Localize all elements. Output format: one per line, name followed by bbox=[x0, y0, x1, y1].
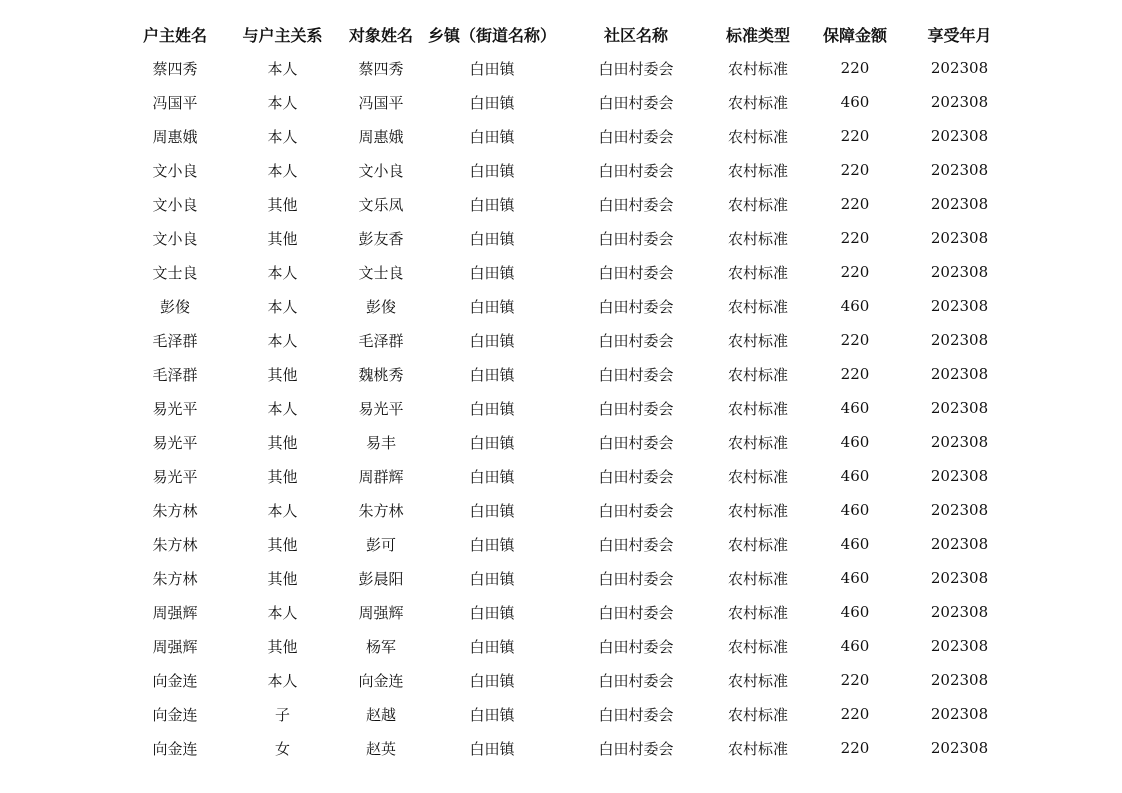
cell-community: 白田村委会 bbox=[598, 127, 674, 146]
table-row bbox=[120, 85, 1010, 119]
cell-household-head: 蔡四秀 bbox=[152, 59, 198, 78]
cell-standard-type: 农村标准 bbox=[727, 569, 788, 588]
table-row bbox=[120, 289, 1010, 323]
table-header bbox=[120, 17, 1010, 51]
cell-relationship: 本人 bbox=[267, 93, 298, 112]
cell-year-month: 202308 bbox=[930, 433, 989, 451]
table-row bbox=[120, 119, 1010, 153]
cell-household-head: 周惠娥 bbox=[152, 127, 198, 146]
cell-household-head: 毛泽群 bbox=[152, 365, 198, 384]
cell-recipient-name: 赵越 bbox=[365, 705, 396, 724]
cell-amount: 220 bbox=[840, 671, 870, 689]
cell-year-month: 202308 bbox=[930, 127, 989, 145]
cell-year-month: 202308 bbox=[930, 195, 989, 213]
cell-amount: 220 bbox=[840, 195, 870, 213]
cell-relationship: 其他 bbox=[267, 569, 298, 588]
table-row bbox=[120, 255, 1010, 289]
cell-amount: 460 bbox=[840, 569, 870, 587]
cell-household-head: 彭俊 bbox=[159, 297, 190, 316]
cell-standard-type: 农村标准 bbox=[727, 161, 788, 180]
cell-community: 白田村委会 bbox=[598, 501, 674, 520]
cell-year-month: 202308 bbox=[930, 229, 989, 247]
cell-recipient-name: 文乐凤 bbox=[358, 195, 404, 214]
cell-amount: 460 bbox=[840, 603, 870, 621]
cell-community: 白田村委会 bbox=[598, 739, 674, 758]
cell-household-head: 向金连 bbox=[152, 671, 198, 690]
cell-community: 白田村委会 bbox=[598, 195, 674, 214]
cell-township: 白田镇 bbox=[469, 399, 515, 418]
cell-year-month: 202308 bbox=[930, 501, 989, 519]
cell-household-head: 易光平 bbox=[152, 433, 198, 452]
cell-standard-type: 农村标准 bbox=[727, 127, 788, 146]
cell-amount: 460 bbox=[840, 467, 870, 485]
cell-year-month: 202308 bbox=[930, 467, 989, 485]
table-row bbox=[120, 51, 1010, 85]
cell-household-head: 向金连 bbox=[152, 705, 198, 724]
cell-relationship: 其他 bbox=[267, 433, 298, 452]
table-row bbox=[120, 629, 1010, 663]
cell-household-head: 冯国平 bbox=[152, 93, 198, 112]
cell-amount: 220 bbox=[840, 59, 870, 77]
cell-standard-type: 农村标准 bbox=[727, 739, 788, 758]
cell-relationship: 本人 bbox=[267, 59, 298, 78]
table-row bbox=[120, 561, 1010, 595]
cell-household-head: 毛泽群 bbox=[152, 331, 198, 350]
cell-recipient-name: 朱方林 bbox=[358, 501, 404, 520]
cell-township: 白田镇 bbox=[469, 569, 515, 588]
cell-recipient-name: 彭可 bbox=[365, 535, 396, 554]
cell-amount: 460 bbox=[840, 637, 870, 655]
cell-community: 白田村委会 bbox=[598, 467, 674, 486]
header-recipient-name: 对象姓名 bbox=[348, 25, 413, 45]
cell-standard-type: 农村标准 bbox=[727, 535, 788, 554]
cell-recipient-name: 彭晨阳 bbox=[358, 569, 404, 588]
cell-year-month: 202308 bbox=[930, 705, 989, 723]
cell-recipient-name: 彭俊 bbox=[365, 297, 396, 316]
cell-relationship: 本人 bbox=[267, 263, 298, 282]
cell-community: 白田村委会 bbox=[598, 433, 674, 452]
cell-amount: 460 bbox=[840, 399, 870, 417]
beneficiary-table bbox=[120, 17, 1010, 765]
cell-year-month: 202308 bbox=[930, 569, 989, 587]
table-row bbox=[120, 595, 1010, 629]
cell-relationship: 本人 bbox=[267, 297, 298, 316]
cell-standard-type: 农村标准 bbox=[727, 59, 788, 78]
cell-relationship: 其他 bbox=[267, 195, 298, 214]
cell-year-month: 202308 bbox=[930, 93, 989, 111]
cell-recipient-name: 毛泽群 bbox=[358, 331, 404, 350]
header-township: 乡镇（街道名称） bbox=[427, 25, 556, 45]
table-row bbox=[120, 425, 1010, 459]
table-row bbox=[120, 493, 1010, 527]
cell-recipient-name: 周强辉 bbox=[358, 603, 404, 622]
cell-amount: 460 bbox=[840, 93, 870, 111]
cell-community: 白田村委会 bbox=[598, 161, 674, 180]
header-standard-type: 标准类型 bbox=[725, 25, 790, 45]
cell-township: 白田镇 bbox=[469, 501, 515, 520]
cell-household-head: 易光平 bbox=[152, 399, 198, 418]
cell-township: 白田镇 bbox=[469, 467, 515, 486]
cell-township: 白田镇 bbox=[469, 263, 515, 282]
cell-standard-type: 农村标准 bbox=[727, 365, 788, 384]
cell-township: 白田镇 bbox=[469, 127, 515, 146]
cell-year-month: 202308 bbox=[930, 399, 989, 417]
cell-standard-type: 农村标准 bbox=[727, 331, 788, 350]
cell-township: 白田镇 bbox=[469, 637, 515, 656]
cell-relationship: 本人 bbox=[267, 399, 298, 418]
cell-standard-type: 农村标准 bbox=[727, 263, 788, 282]
cell-township: 白田镇 bbox=[469, 93, 515, 112]
cell-relationship: 本人 bbox=[267, 603, 298, 622]
cell-amount: 220 bbox=[840, 263, 870, 281]
cell-township: 白田镇 bbox=[469, 229, 515, 248]
cell-community: 白田村委会 bbox=[598, 59, 674, 78]
cell-community: 白田村委会 bbox=[598, 331, 674, 350]
table-row bbox=[120, 731, 1010, 765]
cell-amount: 460 bbox=[840, 433, 870, 451]
cell-township: 白田镇 bbox=[469, 603, 515, 622]
cell-recipient-name: 杨军 bbox=[365, 637, 396, 656]
cell-township: 白田镇 bbox=[469, 671, 515, 690]
cell-standard-type: 农村标准 bbox=[727, 671, 788, 690]
cell-household-head: 周强辉 bbox=[152, 637, 198, 656]
cell-relationship: 其他 bbox=[267, 535, 298, 554]
cell-standard-type: 农村标准 bbox=[727, 399, 788, 418]
cell-amount: 220 bbox=[840, 365, 870, 383]
cell-community: 白田村委会 bbox=[598, 93, 674, 112]
cell-household-head: 文小良 bbox=[152, 229, 198, 248]
cell-amount: 460 bbox=[840, 501, 870, 519]
cell-standard-type: 农村标准 bbox=[727, 467, 788, 486]
cell-household-head: 文小良 bbox=[152, 195, 198, 214]
cell-household-head: 向金连 bbox=[152, 739, 198, 758]
cell-township: 白田镇 bbox=[469, 195, 515, 214]
table-row bbox=[120, 153, 1010, 187]
cell-standard-type: 农村标准 bbox=[727, 195, 788, 214]
cell-amount: 220 bbox=[840, 161, 870, 179]
cell-community: 白田村委会 bbox=[598, 535, 674, 554]
cell-standard-type: 农村标准 bbox=[727, 93, 788, 112]
cell-year-month: 202308 bbox=[930, 535, 989, 553]
table-row bbox=[120, 391, 1010, 425]
cell-township: 白田镇 bbox=[469, 161, 515, 180]
cell-year-month: 202308 bbox=[930, 739, 989, 757]
cell-community: 白田村委会 bbox=[598, 229, 674, 248]
cell-relationship: 本人 bbox=[267, 331, 298, 350]
cell-household-head: 周强辉 bbox=[152, 603, 198, 622]
cell-township: 白田镇 bbox=[469, 705, 515, 724]
cell-recipient-name: 冯国平 bbox=[358, 93, 404, 112]
cell-amount: 220 bbox=[840, 229, 870, 247]
cell-township: 白田镇 bbox=[469, 297, 515, 316]
cell-standard-type: 农村标准 bbox=[727, 229, 788, 248]
cell-township: 白田镇 bbox=[469, 59, 515, 78]
cell-relationship: 子 bbox=[274, 705, 290, 724]
cell-recipient-name: 文士良 bbox=[358, 263, 404, 282]
header-relationship: 与户主关系 bbox=[242, 25, 323, 45]
cell-recipient-name: 周群辉 bbox=[358, 467, 404, 486]
cell-year-month: 202308 bbox=[930, 365, 989, 383]
cell-community: 白田村委会 bbox=[598, 399, 674, 418]
cell-relationship: 其他 bbox=[267, 637, 298, 656]
cell-relationship: 本人 bbox=[267, 671, 298, 690]
cell-relationship: 本人 bbox=[267, 161, 298, 180]
cell-relationship: 本人 bbox=[267, 501, 298, 520]
cell-amount: 220 bbox=[840, 705, 870, 723]
cell-township: 白田镇 bbox=[469, 535, 515, 554]
cell-amount: 460 bbox=[840, 297, 870, 315]
cell-community: 白田村委会 bbox=[598, 365, 674, 384]
cell-standard-type: 农村标准 bbox=[727, 297, 788, 316]
cell-standard-type: 农村标准 bbox=[727, 433, 788, 452]
cell-standard-type: 农村标准 bbox=[727, 501, 788, 520]
header-row bbox=[120, 17, 1010, 51]
cell-household-head: 文士良 bbox=[152, 263, 198, 282]
cell-recipient-name: 向金连 bbox=[358, 671, 404, 690]
cell-relationship: 本人 bbox=[267, 127, 298, 146]
cell-recipient-name: 易丰 bbox=[365, 433, 396, 452]
cell-household-head: 易光平 bbox=[152, 467, 198, 486]
cell-recipient-name: 周惠娥 bbox=[358, 127, 404, 146]
cell-amount: 220 bbox=[840, 739, 870, 757]
cell-household-head: 文小良 bbox=[152, 161, 198, 180]
table-body bbox=[120, 51, 1010, 765]
cell-standard-type: 农村标准 bbox=[727, 637, 788, 656]
cell-community: 白田村委会 bbox=[598, 705, 674, 724]
table-row bbox=[120, 459, 1010, 493]
cell-recipient-name: 彭友香 bbox=[358, 229, 404, 248]
cell-amount: 220 bbox=[840, 127, 870, 145]
cell-relationship: 女 bbox=[274, 739, 290, 758]
table-row bbox=[120, 357, 1010, 391]
cell-recipient-name: 文小良 bbox=[358, 161, 404, 180]
cell-community: 白田村委会 bbox=[598, 297, 674, 316]
table-row bbox=[120, 663, 1010, 697]
header-community: 社区名称 bbox=[603, 25, 668, 45]
cell-household-head: 朱方林 bbox=[152, 569, 198, 588]
cell-township: 白田镇 bbox=[469, 365, 515, 384]
cell-community: 白田村委会 bbox=[598, 263, 674, 282]
cell-amount: 460 bbox=[840, 535, 870, 553]
cell-household-head: 朱方林 bbox=[152, 501, 198, 520]
cell-year-month: 202308 bbox=[930, 59, 989, 77]
cell-year-month: 202308 bbox=[930, 263, 989, 281]
table-row bbox=[120, 697, 1010, 731]
cell-community: 白田村委会 bbox=[598, 671, 674, 690]
cell-recipient-name: 赵英 bbox=[365, 739, 396, 758]
cell-year-month: 202308 bbox=[930, 331, 989, 349]
cell-community: 白田村委会 bbox=[598, 569, 674, 588]
cell-relationship: 其他 bbox=[267, 467, 298, 486]
cell-community: 白田村委会 bbox=[598, 637, 674, 656]
cell-year-month: 202308 bbox=[930, 161, 989, 179]
cell-year-month: 202308 bbox=[930, 297, 989, 315]
cell-community: 白田村委会 bbox=[598, 603, 674, 622]
header-amount: 保障金额 bbox=[822, 25, 887, 45]
cell-relationship: 其他 bbox=[267, 365, 298, 384]
cell-township: 白田镇 bbox=[469, 331, 515, 350]
cell-year-month: 202308 bbox=[930, 603, 989, 621]
cell-standard-type: 农村标准 bbox=[727, 705, 788, 724]
table-row bbox=[120, 221, 1010, 255]
cell-standard-type: 农村标准 bbox=[727, 603, 788, 622]
table-row bbox=[120, 323, 1010, 357]
cell-recipient-name: 蔡四秀 bbox=[358, 59, 404, 78]
cell-household-head: 朱方林 bbox=[152, 535, 198, 554]
header-year-month: 享受年月 bbox=[927, 25, 992, 45]
cell-relationship: 其他 bbox=[267, 229, 298, 248]
cell-year-month: 202308 bbox=[930, 671, 989, 689]
table-row bbox=[120, 527, 1010, 561]
table-row bbox=[120, 187, 1010, 221]
cell-recipient-name: 魏桃秀 bbox=[358, 365, 404, 384]
header-household-head: 户主姓名 bbox=[142, 25, 207, 45]
cell-recipient-name: 易光平 bbox=[358, 399, 404, 418]
cell-township: 白田镇 bbox=[469, 739, 515, 758]
cell-year-month: 202308 bbox=[930, 637, 989, 655]
cell-amount: 220 bbox=[840, 331, 870, 349]
cell-township: 白田镇 bbox=[469, 433, 515, 452]
